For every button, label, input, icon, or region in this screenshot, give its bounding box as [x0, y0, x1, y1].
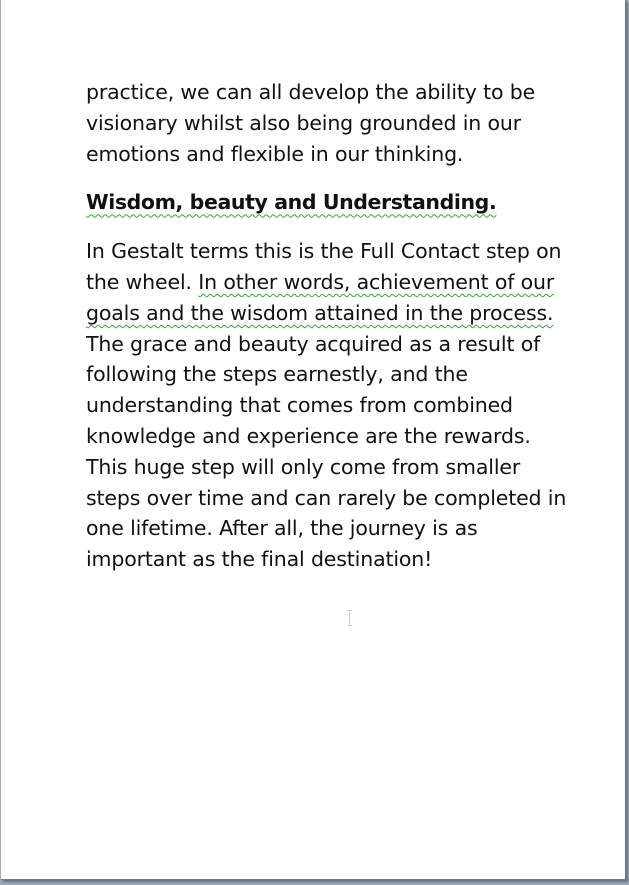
- text-line: The grace and beauty acquired as a result of: [86, 331, 541, 356]
- text-line: steps over time and can rarely be completed in: [86, 485, 567, 510]
- text-line: important as the final destination!: [86, 547, 433, 572]
- text-line: visionary whilst also being grounded in our: [86, 110, 521, 135]
- heading-text: Wisdom, beauty and Understanding.: [86, 190, 497, 215]
- grammar-flagged-text[interactable]: goals and the wisdom attained in the process.: [86, 300, 554, 325]
- ibeam-stem: [349, 611, 350, 625]
- text-line: understanding that comes from combined: [86, 393, 513, 418]
- text-line: one lifetime. After all, the journey is as: [86, 516, 478, 541]
- section-heading[interactable]: [86, 187, 586, 218]
- text-segment: the wheel.: [86, 269, 199, 294]
- text-line: In Gestalt terms this is the Full Contact step on: [86, 239, 562, 264]
- text-line: following the steps earnestly, and the: [86, 362, 468, 387]
- document-page[interactable]: [1, 0, 626, 880]
- text-line: emotions and flexible in our thinking.: [86, 141, 464, 166]
- paragraph-practice[interactable]: [86, 77, 586, 169]
- document-body[interactable]: [86, 77, 586, 575]
- text-line: [86, 267, 586, 298]
- text-line: [86, 298, 586, 329]
- text-line: knowledge and experience are the rewards.: [86, 423, 531, 448]
- text-line: practice, we can all develop the ability to be: [86, 80, 536, 104]
- grammar-flagged-text[interactable]: In other words, achievement of our: [198, 269, 555, 294]
- ibeam-bottom: [347, 625, 352, 626]
- paragraph-gestalt[interactable]: [86, 236, 586, 575]
- text-line: This huge step will only come from smaller: [86, 454, 521, 479]
- text-ibeam-cursor-icon: [346, 610, 353, 626]
